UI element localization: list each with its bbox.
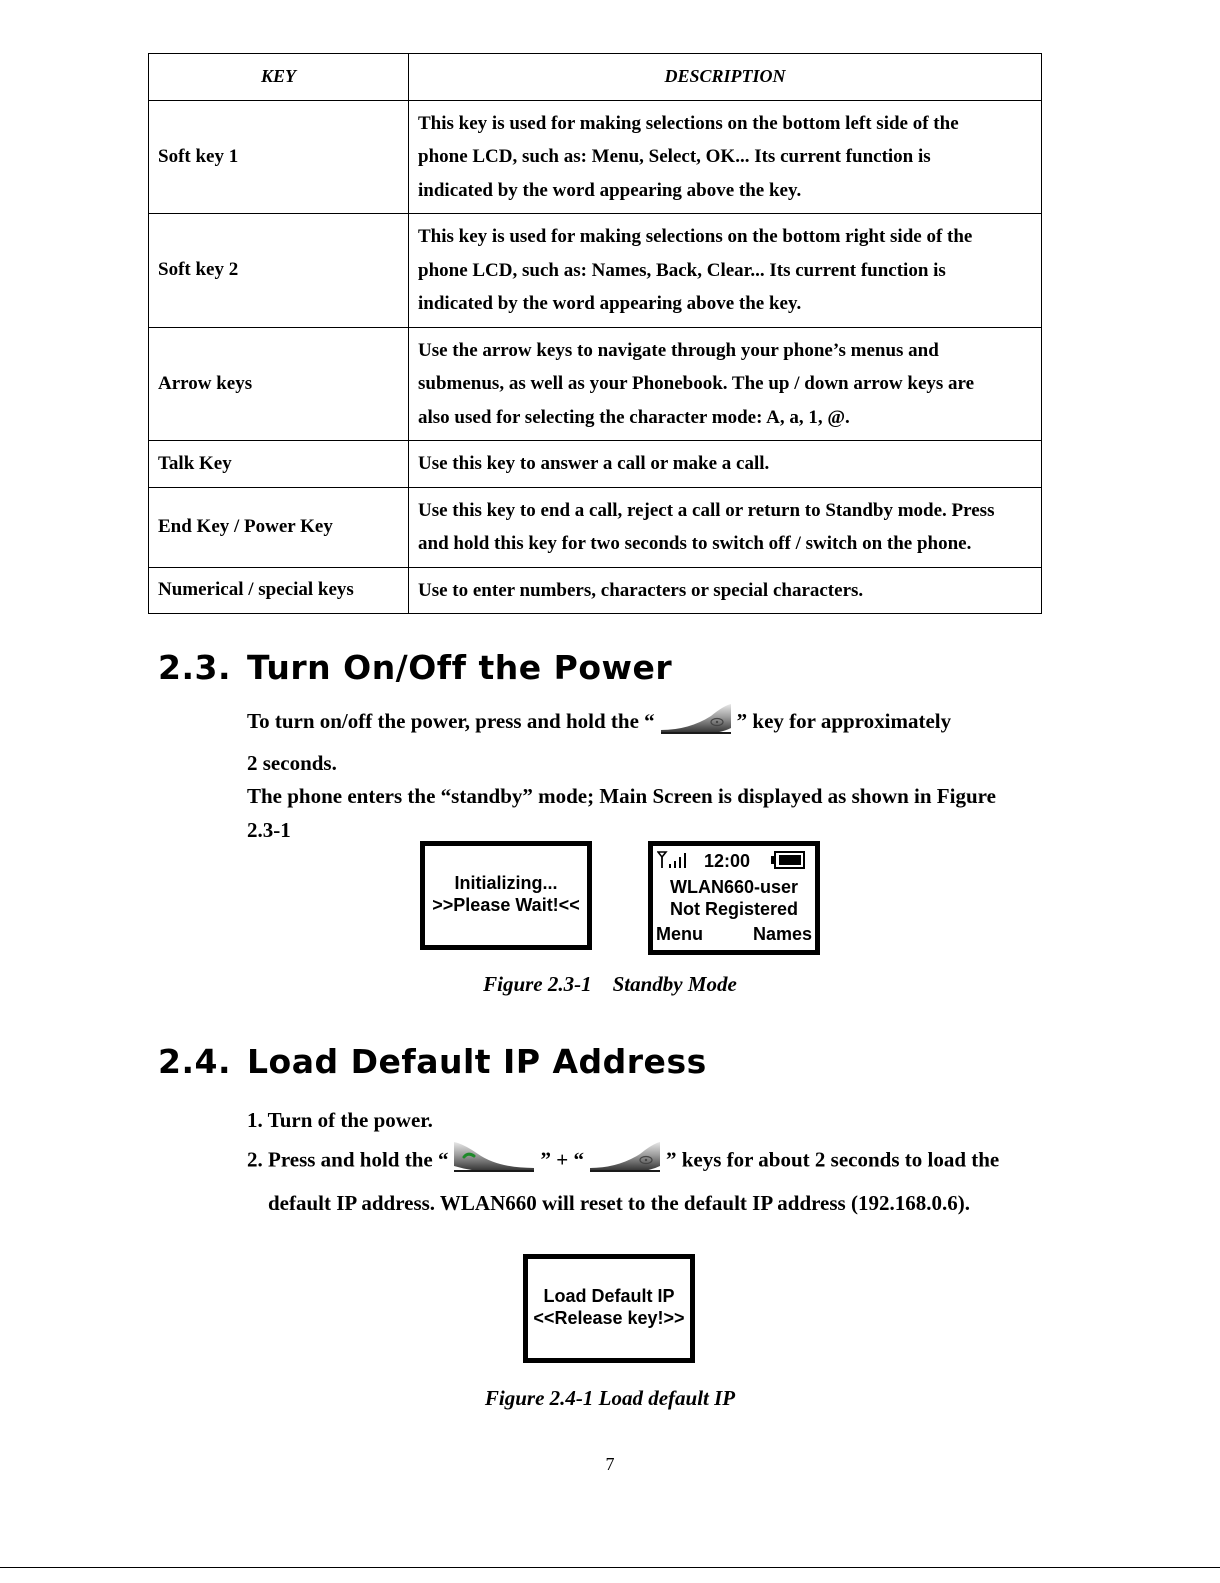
table-header-key: KEY (149, 54, 409, 101)
section-heading-2-3 (158, 648, 672, 687)
table-row (149, 214, 1042, 328)
section-title: Turn On/Off the Power (247, 648, 673, 687)
text-span: ” key for approximately (736, 709, 952, 734)
description-cell (409, 441, 1042, 488)
description-line: also used for selecting the character mode: A, a, 1, @. (418, 406, 850, 428)
lcd-initializing-screen (420, 841, 592, 950)
table-row (149, 441, 1042, 488)
talk-key-icon (452, 1138, 536, 1185)
figure-caption-2-4-1: Figure 2.4-1 Load default IP (484, 1386, 736, 1410)
step-item (247, 1138, 1047, 1185)
description-line: Use this key to answer a call or make a call. (418, 453, 770, 474)
description-cell (409, 567, 1042, 614)
description-line: Use the arrow keys to navigate through your phone’s menus and (418, 339, 939, 361)
key-description-table (148, 53, 1042, 614)
lcd-right-softkey-label: Names (752, 924, 812, 944)
description-line: This key is used for making selections on the bottom left side of the (418, 112, 959, 134)
description-cell (409, 487, 1042, 567)
section-number: 2.4. (158, 1042, 231, 1081)
lcd-left-softkey-label: Menu (656, 924, 703, 944)
key-cell: Soft key 2 (149, 214, 409, 328)
battery-icon (771, 851, 805, 874)
lcd-softkey-row (656, 923, 812, 945)
section-2-4-steps (247, 1102, 1047, 1221)
section-number: 2.3. (158, 648, 231, 687)
description-line: and hold this key for two seconds to switch off / switch on the phone. (418, 533, 972, 554)
step-item: 1. Turn of the power. (247, 1108, 433, 1132)
table-row (149, 100, 1042, 214)
text-span: To turn on/off the power, press and hold the “ (247, 709, 655, 734)
description-line: Use this key to end a call, reject a call or return to Standby mode. Press (418, 499, 995, 521)
lcd-line: WLAN660-user (669, 877, 799, 897)
figure-caption-2-3-1: Figure 2.3-1 Standby Mode (483, 972, 737, 996)
text-span: ” keys for about 2 seconds to load the (665, 1147, 1000, 1172)
text-span: ” + “ (540, 1147, 584, 1172)
table-header-row (149, 54, 1042, 101)
table-row (149, 567, 1042, 614)
lcd-line: Load Default IP (543, 1286, 675, 1306)
paragraph-line: 2.3-1 (247, 817, 291, 842)
table-row (149, 487, 1042, 567)
lcd-standby-screen (648, 841, 820, 955)
step-continuation: default IP address. WLAN660 will reset to the default IP address (192.168.0.6). (268, 1191, 970, 1215)
description-cell (409, 214, 1042, 328)
lcd-status-bar (657, 850, 811, 872)
page-number: 7 (605, 1454, 615, 1474)
end-key-icon (588, 1138, 662, 1185)
description-line: Use to enter numbers, characters or special characters. (418, 579, 864, 601)
paragraph-line: The phone enters the “standby” mode; Main Screen is displayed as shown in Figure (247, 784, 996, 808)
signal-strength-icon (657, 851, 691, 874)
key-cell: Numerical / special keys (149, 567, 409, 614)
lcd-line: >>Please Wait!<< (432, 895, 580, 915)
paragraph-line: 2 seconds. (247, 750, 337, 775)
key-cell: Arrow keys (149, 327, 409, 441)
text-span: 2. Press and hold the “ (247, 1147, 449, 1172)
lcd-line: Not Registered (669, 899, 799, 919)
lcd-line: <<Release key!>> (533, 1308, 685, 1328)
description-line: indicated by the word appearing above the key. (418, 179, 802, 201)
page-bottom-rule (0, 1567, 1220, 1568)
end-key-icon (659, 700, 733, 747)
lcd-clock: 12:00 (704, 851, 751, 871)
table-row (149, 327, 1042, 441)
section-title: Load Default IP Address (247, 1042, 707, 1081)
description-line: phone LCD, such as: Menu, Select, OK... Its current function is (418, 146, 931, 167)
description-cell (409, 327, 1042, 441)
key-cell: End Key / Power Key (149, 487, 409, 567)
description-line: indicated by the word appearing above the key. (418, 293, 802, 314)
paragraph-line (247, 700, 1047, 747)
key-cell: Talk Key (149, 441, 409, 488)
description-cell (409, 100, 1042, 214)
description-line: This key is used for making selections on the bottom right side of the (418, 226, 973, 247)
lcd-load-default-ip-screen (523, 1254, 695, 1363)
lcd-line: Initializing... (454, 873, 558, 893)
section-heading-2-4 (158, 1042, 707, 1081)
section-2-3-body (247, 700, 1047, 847)
key-cell: Soft key 1 (149, 100, 409, 214)
description-line: submenus, as well as your Phonebook. The up / down arrow keys are (418, 373, 975, 394)
table-header-description: DESCRIPTION (409, 54, 1042, 101)
description-line: phone LCD, such as: Names, Back, Clear... Its current function is (418, 259, 946, 281)
